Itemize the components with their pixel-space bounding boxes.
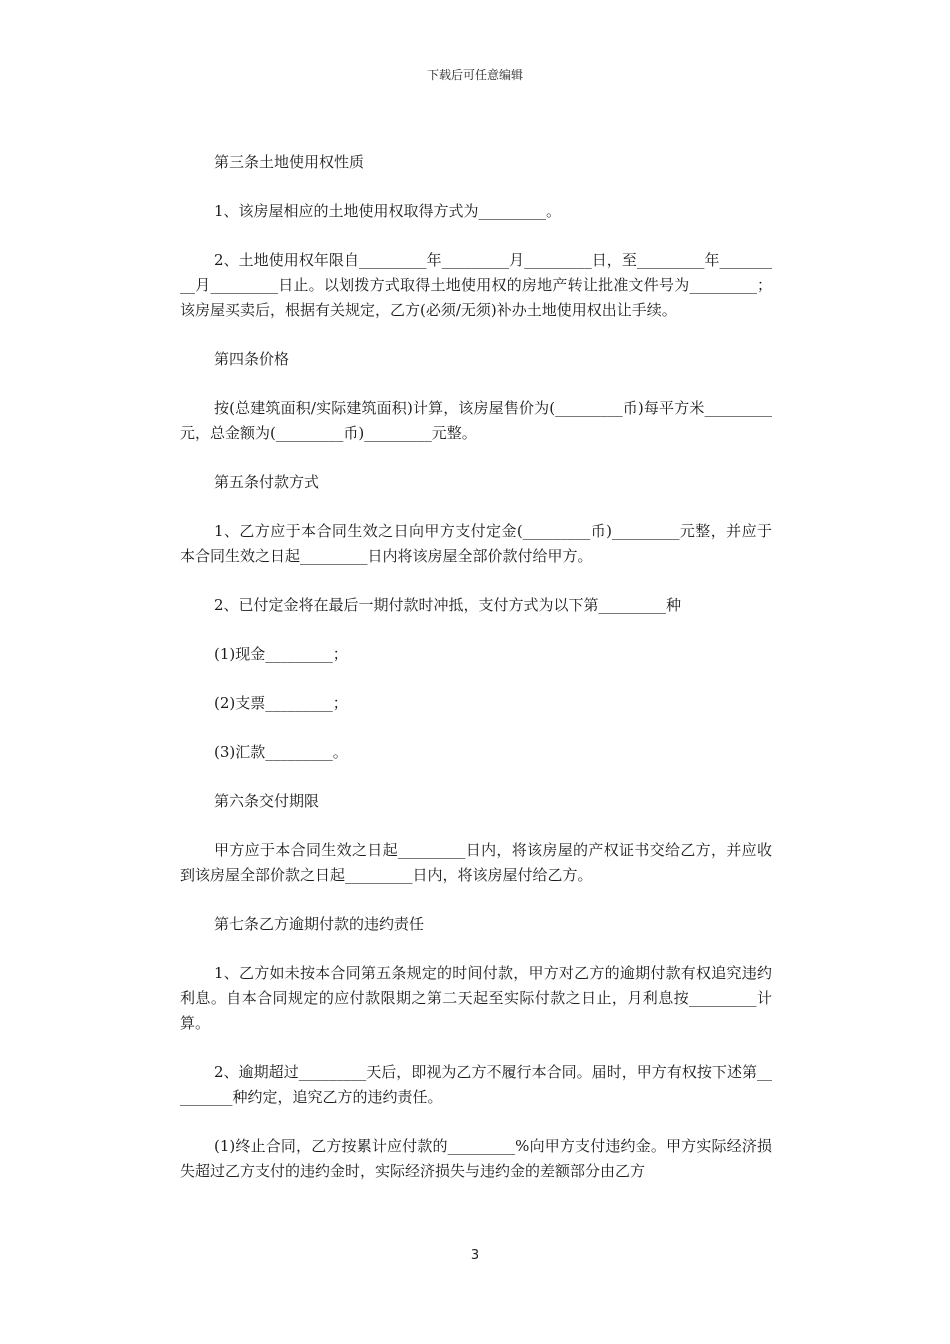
clause-paragraph: 1、乙方应于本合同生效之日向甲方支付定金(_________币)_________元整，并应于本合同生效之日起_________日内将该房屋全部价款付给甲方。 <box>180 522 772 565</box>
payment-option: (2)支票_________； <box>214 694 348 712</box>
clause-paragraph: 甲方应于本合同生效之日起_________日内，将该房屋的产权证书交给乙方，并应收到该房屋全部价款之日起_________日内，将该房屋付给乙方。 <box>180 841 772 884</box>
payment-option: (3)汇款_________。 <box>214 743 348 761</box>
section-heading-5: 第五条付款方式 <box>214 473 320 491</box>
clause-paragraph: (1)终止合同，乙方按累计应付款的_________%向甲方支付违约金。甲方实际经济损失超过乙方支付的违约金时，实际经济损失与违约金的差额部分由乙方 <box>180 1137 772 1180</box>
clause-paragraph: 1、该房屋相应的土地使用权取得方式为_________。 <box>214 202 562 220</box>
payment-option: (1)现金_________； <box>214 645 348 663</box>
section-heading-7: 第七条乙方逾期付款的违约责任 <box>214 915 425 933</box>
clause-paragraph: 2、土地使用权年限自_________年_________月_________日，至_________年_________月_________日止。以划拨方式取得土地使用权的房地产转让批准文件号为_________；该房屋买卖后，根据有关规定，乙方(必须/无须)补办土地使用权出让手续。 <box>180 251 772 319</box>
section-heading-4: 第四条价格 <box>214 350 290 368</box>
document-body <box>180 150 772 1208</box>
clause-paragraph: 1、乙方如未按本合同第五条规定的时间付款，甲方对乙方的逾期付款有权追究违约利息。自本合同规定的应付款限期之第二天起至实际付款之日止，月利息按_________计算。 <box>180 964 772 1032</box>
section-heading-6: 第六条交付期限 <box>214 792 320 810</box>
page-header: 下载后可任意编辑 <box>426 68 523 82</box>
section-heading-3: 第三条土地使用权性质 <box>214 153 365 171</box>
clause-paragraph: 2、逾期超过_________天后，即视为乙方不履行本合同。届时，甲方有权按下述第_________种约定，追究乙方的违约责任。 <box>180 1063 772 1106</box>
clause-paragraph: 按(总建筑面积/实际建筑面积)计算，该房屋售价为(_________币)每平方米_________元，总金额为(_________币)_________元整。 <box>180 399 772 442</box>
page-number: 3 <box>470 1248 480 1263</box>
clause-paragraph: 2、已付定金将在最后一期付款时冲抵，支付方式为以下第_________种 <box>214 596 682 614</box>
